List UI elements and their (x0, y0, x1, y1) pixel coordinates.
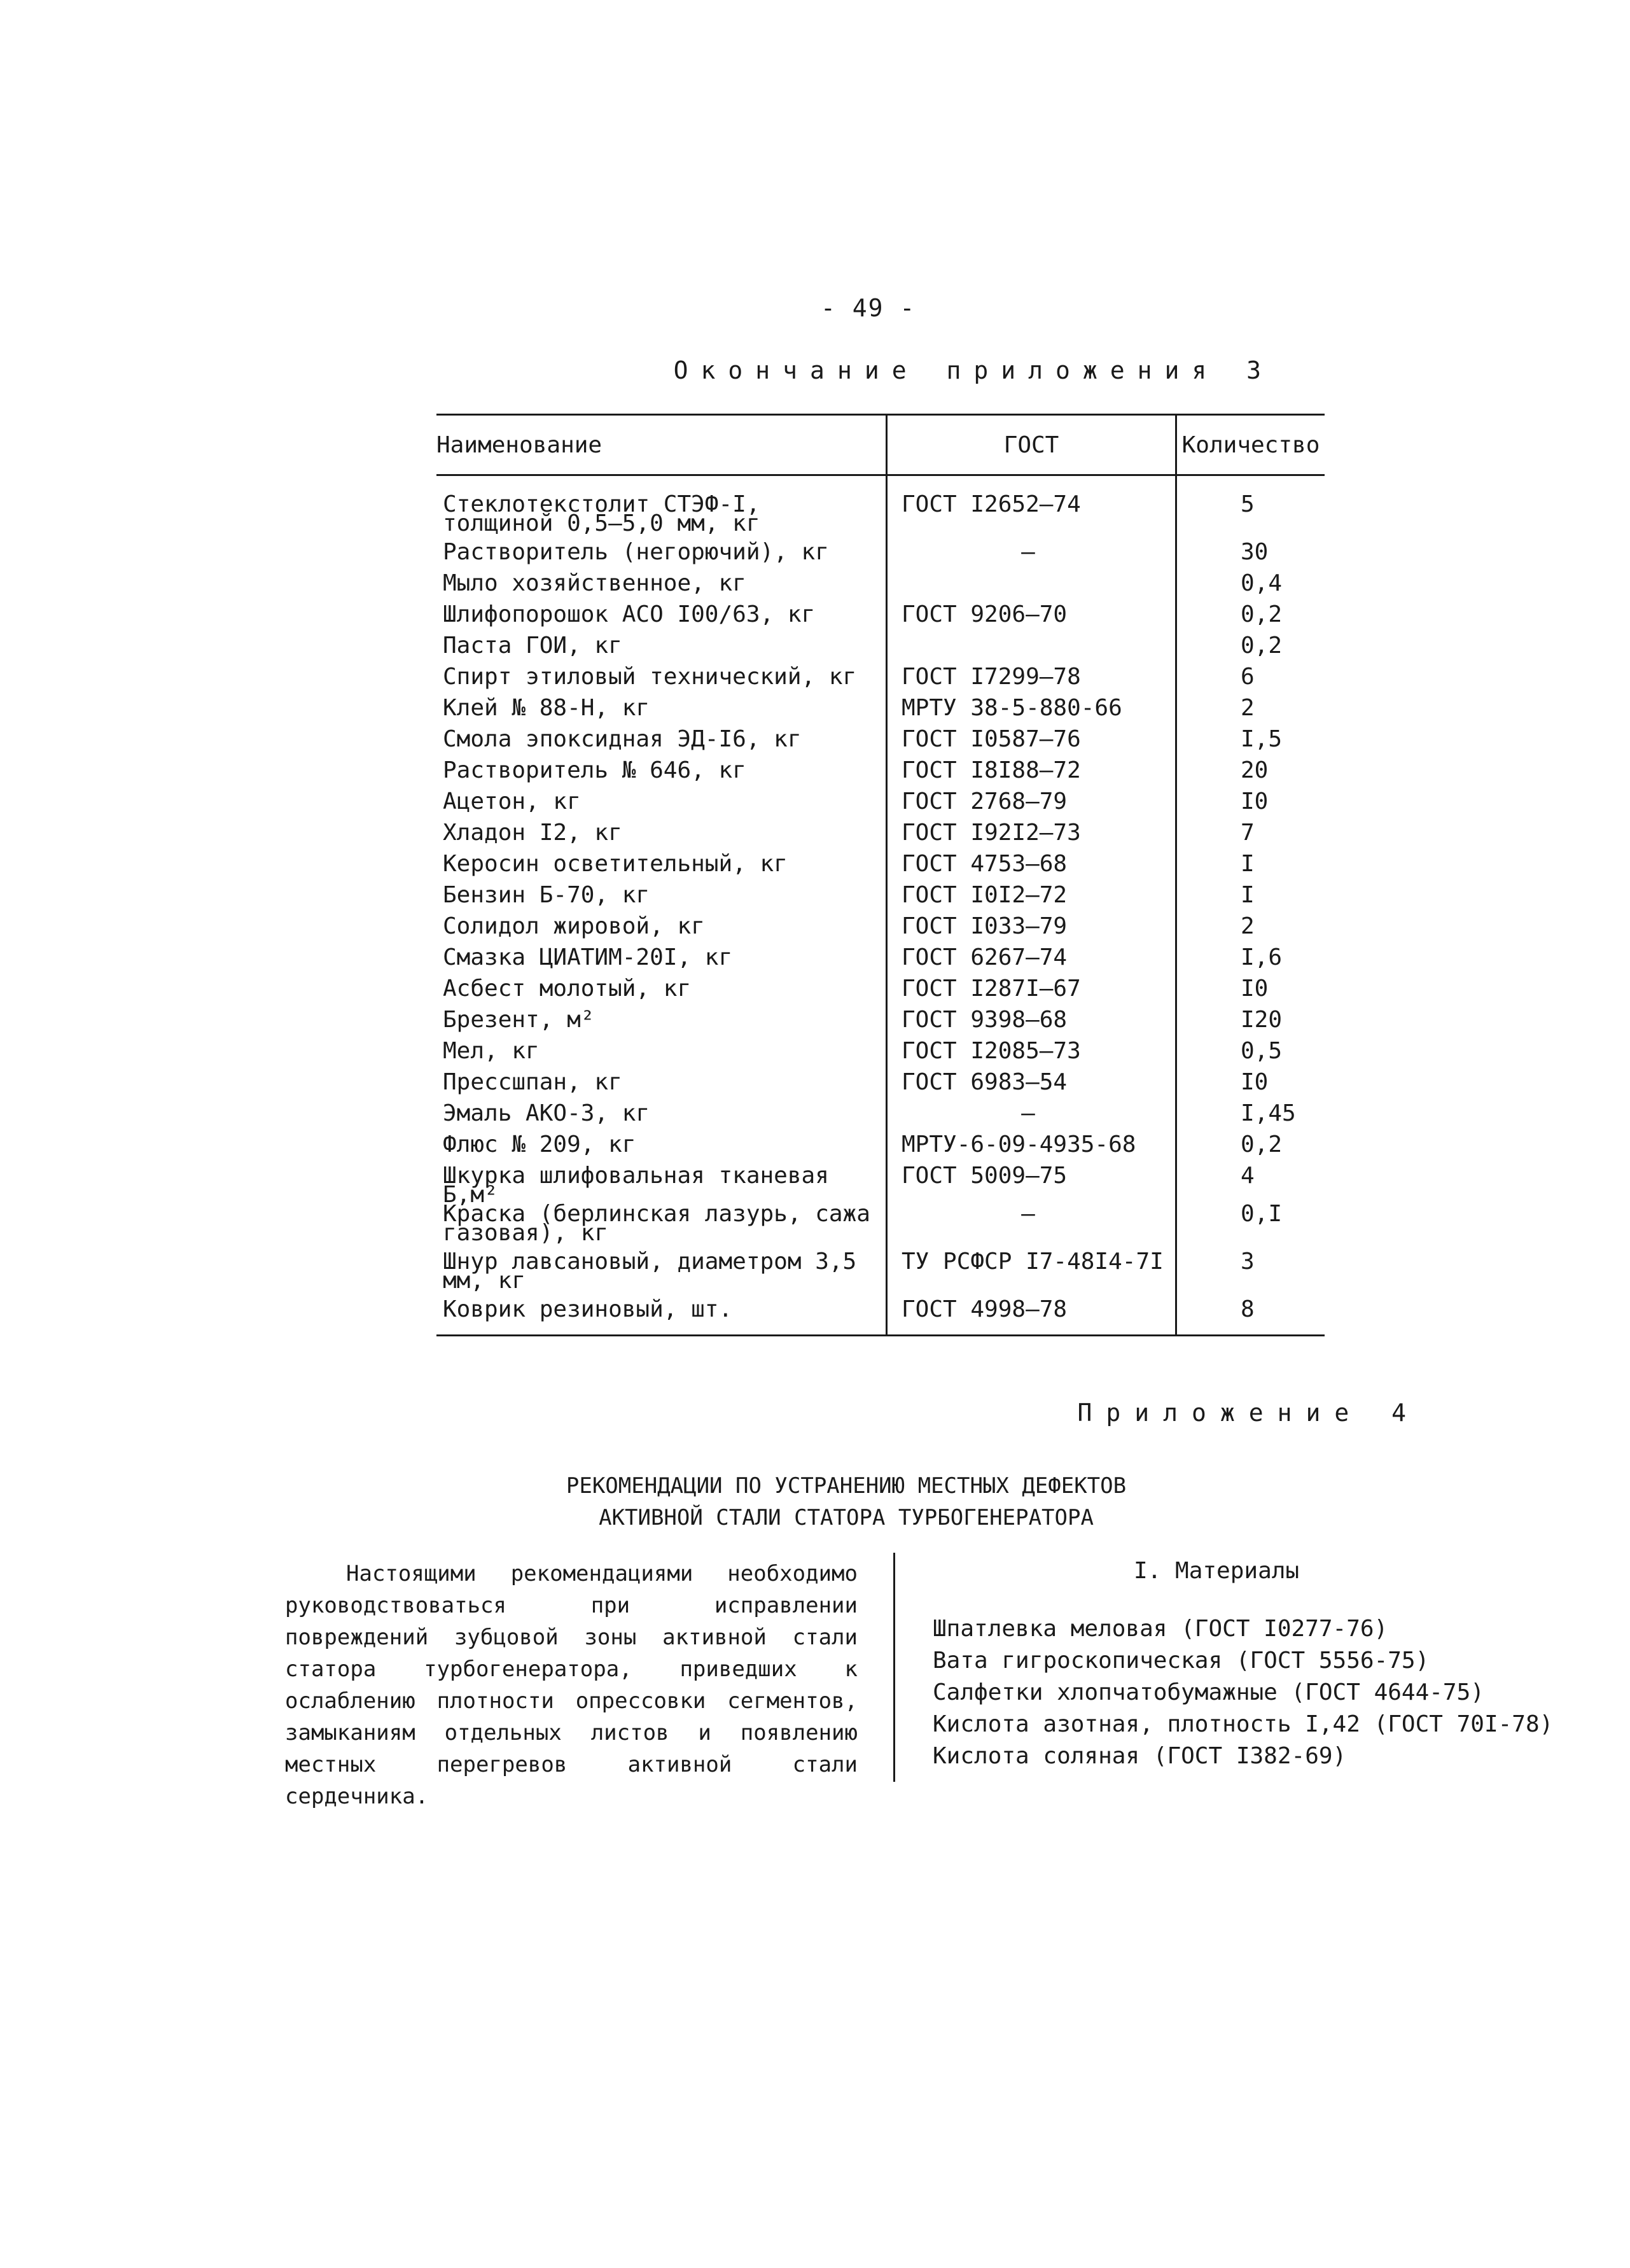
table-row (436, 475, 1325, 543)
cell-quantity: 20 (1241, 757, 1269, 783)
table-body (436, 475, 1325, 1336)
cell-name: Эмаль АКО-3, кг (436, 1104, 887, 1135)
cell-gost: ГОСТ I033–79 (887, 917, 1176, 948)
cell-quantity: 0,2 (1241, 633, 1283, 659)
cell-gost: ГОСТ I2085–73 (887, 1042, 1176, 1073)
table-row (436, 636, 1325, 668)
cell-name: Солидол жировой, кг (436, 917, 887, 948)
table-row (436, 668, 1325, 699)
cell-quantity: I0 (1241, 788, 1269, 815)
intro-paragraph: Настоящими рекомендациями необходимо руководствоваться при исправлении повреждений зубцовой зоны активной стали статора турбогенератора, приведших к ослаблению плотности опрессовки сегментов, замыканиям отдельных листов и появлению местных перегревов активной стали сердечника. (285, 1561, 858, 1809)
cell-quantity: 30 (1241, 539, 1269, 565)
cell-gost: ГОСТ 9398–68 (887, 1011, 1176, 1042)
cell-gost: ГОСТ 6983–54 (887, 1073, 1176, 1104)
table-row (436, 1011, 1325, 1042)
table-row (436, 1042, 1325, 1073)
cell-quantity: 0,2 (1241, 601, 1283, 627)
cell-quantity: 2 (1241, 913, 1255, 939)
cell-name: Стеклотекстолит СТЭФ-I, толщиной 0,5–5,0 мм, кг (436, 475, 887, 543)
table-row (436, 543, 1325, 574)
cell-gost: МРТУ-6-09-4935-68 (887, 1135, 1176, 1166)
cell-name: Коврик резиновый, шт. (436, 1300, 887, 1336)
cell-quantity: I (1241, 882, 1255, 908)
cell-gost: ГОСТ I8I88–72 (887, 761, 1176, 792)
table-row (436, 1166, 1325, 1205)
cell-name: Керосин осветительный, кг (436, 855, 887, 886)
table-row (436, 979, 1325, 1011)
recommendations-title-line-2: АКТИВНОЙ СТАЛИ СТАТОРА ТУРБОГЕНЕРАТОРА (599, 1505, 1094, 1530)
cell-gost: ГОСТ 6267–74 (887, 948, 1176, 979)
cell-quantity: 6 (1241, 664, 1255, 690)
cell-name: Шлифопорошок АСО I00/63, кг (436, 605, 887, 636)
cell-name: Краска (берлинская лазурь, сажа газовая), кг (436, 1205, 887, 1252)
cell-gost: ГОСТ I287I–67 (887, 979, 1176, 1011)
materials-list-item: Кислота соляная (ГОСТ I382-69) (933, 1743, 1347, 1769)
cell-quantity: I20 (1241, 1007, 1283, 1033)
table-header-row (436, 415, 1325, 475)
table-row (436, 1252, 1325, 1300)
table-row (436, 855, 1325, 886)
materials-list-item: Кислота азотная, плотность I,42 (ГОСТ 70I-78) (933, 1711, 1554, 1737)
table-row (436, 1104, 1325, 1135)
cell-gost: ГОСТ 4998–78 (887, 1300, 1176, 1336)
cell-gost (887, 636, 1176, 668)
table-row (436, 699, 1325, 730)
table-row (436, 605, 1325, 636)
materials-quantity-table (436, 414, 1325, 1336)
cell-quantity: 3 (1241, 1249, 1255, 1275)
materials-list-item: Салфетки хлопчатобумажные (ГОСТ 4644-75) (933, 1679, 1484, 1705)
cell-name: Прессшпан, кг (436, 1073, 887, 1104)
table-row (436, 574, 1325, 605)
cell-gost: МРТУ 38-5-880-66 (887, 699, 1176, 730)
materials-list-item: Шпатлевка меловая (ГОСТ I0277-76) (933, 1616, 1388, 1642)
table-row (436, 1300, 1325, 1336)
page-number: - 49 - (821, 294, 916, 322)
cell-name: Мел, кг (436, 1042, 887, 1073)
cell-gost: ГОСТ I2652–74 (887, 475, 1176, 543)
cell-quantity: I,45 (1241, 1100, 1296, 1126)
cell-quantity: 0,2 (1241, 1131, 1283, 1158)
cell-name: Ацетон, кг (436, 792, 887, 823)
table-row (436, 1135, 1325, 1166)
cell-name: Клей № 88-Н, кг (436, 699, 887, 730)
header-name: Наименование (436, 415, 887, 475)
cell-quantity: 2 (1241, 695, 1255, 721)
header-gost: ГОСТ (887, 415, 1176, 475)
table-row (436, 823, 1325, 855)
table-row (436, 1073, 1325, 1104)
table-row (436, 1205, 1325, 1252)
cell-gost (887, 574, 1176, 605)
recommendations-title (445, 1470, 1247, 1534)
materials-heading: I. Материалы (1134, 1558, 1300, 1584)
cell-quantity: 7 (1241, 820, 1255, 846)
cell-quantity: I,5 (1241, 726, 1283, 752)
cell-gost: ГОСТ I0587–76 (887, 730, 1176, 761)
cell-name: Растворитель № 646, кг (436, 761, 887, 792)
cell-name: Спирт этиловый технический, кг (436, 668, 887, 699)
appendix-4-label: Приложение 4 (1077, 1399, 1420, 1427)
cell-quantity: 0,5 (1241, 1038, 1283, 1064)
table-row (436, 886, 1325, 917)
cell-name: Растворитель (негорючий), кг (436, 543, 887, 574)
cell-name: Хладон I2, кг (436, 823, 887, 855)
cell-gost: ГОСТ I0I2–72 (887, 886, 1176, 917)
cell-name: Шнур лавсановый, диаметром 3,5 мм, кг (436, 1252, 887, 1300)
cell-name: Паста ГОИ, кг (436, 636, 887, 668)
table-row (436, 761, 1325, 792)
appendix-3-heading: Окончание приложения 3 (673, 356, 1274, 384)
table-row (436, 792, 1325, 823)
cell-name: Смола эпоксидная ЭД-I6, кг (436, 730, 887, 761)
table-row (436, 917, 1325, 948)
cell-name: Шкурка шлифовальная тканевая Б,м² (436, 1166, 887, 1205)
header-quantity: Количество (1176, 415, 1325, 475)
cell-gost: ГОСТ 4753–68 (887, 855, 1176, 886)
cell-gost: – (887, 543, 1176, 574)
cell-quantity: I,6 (1241, 944, 1283, 970)
cell-gost: ГОСТ I92I2–73 (887, 823, 1176, 855)
cell-name: Смазка ЦИАТИМ-20I, кг (436, 948, 887, 979)
cell-name: Флюс № 209, кг (436, 1135, 887, 1166)
cell-quantity: 4 (1241, 1163, 1255, 1189)
column-divider (893, 1553, 895, 1782)
cell-gost: – (887, 1205, 1176, 1252)
cell-name: Брезент, м² (436, 1011, 887, 1042)
table-row (436, 730, 1325, 761)
cell-quantity: I0 (1241, 1069, 1269, 1095)
cell-gost: ТУ РСФСР I7-48I4-7I (887, 1252, 1176, 1300)
cell-name: Асбест молотый, кг (436, 979, 887, 1011)
cell-quantity: 5 (1241, 491, 1255, 517)
cell-quantity: I0 (1241, 976, 1269, 1002)
cell-gost: – (887, 1104, 1176, 1135)
cell-gost: ГОСТ 2768–79 (887, 792, 1176, 823)
cell-name: Бензин Б-70, кг (436, 886, 887, 917)
materials-list-item: Вата гигроскопическая (ГОСТ 5556-75) (933, 1648, 1430, 1674)
materials-list (933, 1613, 1553, 1772)
cell-quantity: 8 (1176, 1300, 1325, 1336)
recommendations-title-line-1: РЕКОМЕНДАЦИИ ПО УСТРАНЕНИЮ МЕСТНЫХ ДЕФЕКТОВ (566, 1473, 1127, 1499)
table-row (436, 948, 1325, 979)
cell-gost: ГОСТ I7299–78 (887, 668, 1176, 699)
cell-gost: ГОСТ 5009–75 (887, 1166, 1176, 1205)
cell-quantity: 0,4 (1241, 570, 1283, 596)
cell-quantity: 0,I (1241, 1201, 1283, 1227)
cell-quantity: I (1241, 851, 1255, 877)
cell-gost: ГОСТ 9206–70 (887, 605, 1176, 636)
cell-name: Мыло хозяйственное, кг (436, 574, 887, 605)
